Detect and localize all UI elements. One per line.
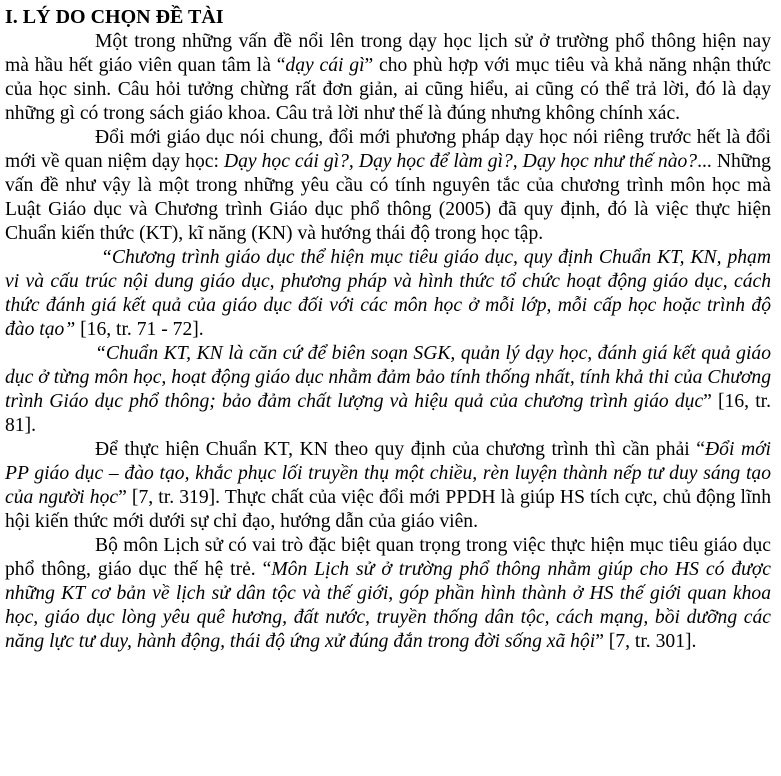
quote-1-text: “Chương trình giáo dục thể hiện mục tiêu giáo dục, quy định Chuẩn KT, KN, phạm vi và cấu trúc nội dung giáo dục, phương pháp và hình thức tổ chức hoạt động giáo dục, cách thức đánh giá kết quả của giáo dục đối với các môn học ở mỗi lớp, mỗi cấp học hoặc trình độ đào tạo” <box>5 247 771 340</box>
paragraph-5-text-end: ” [7, tr. 319]. Thực chất của việc đổi mới PPDH là giúp HS tích cực, chủ động lĩnh hội kiến thức mới dưới sự chỉ đạo, hướng dẫn của giáo viên. <box>5 487 772 532</box>
quote-paragraph-1 <box>5 246 771 342</box>
section-heading: I. LÝ DO CHỌN ĐỀ TÀI <box>5 6 224 28</box>
paragraph-2-emphasis: Dạy học cái gì?, Dạy học để làm gì?, Dạy học như thế nào? <box>223 151 698 172</box>
paragraph-5 <box>5 438 771 534</box>
paragraph-2-text-end: ... Những vấn đề như vậy là một trong những yêu cầu có tính nguyên tắc của chương trình môn học mà Luật Giáo dục và Chương trình Giáo dục phổ thông (2005) đã quy định, đó là việc thực hiện Chuẩn kiến thức (KT), kĩ năng (KN) và hướng thái độ trong học tập. <box>5 151 771 244</box>
paragraph-6 <box>5 534 771 654</box>
paragraph-5-emphasis: Đổi mới PP giáo dục – đào tạo, khắc phục lối truyền thụ một chiều, rèn luyện thành nếp tư duy sáng tạo của người học <box>5 439 771 508</box>
paragraph-5-text-start: Để thực hiện Chuẩn KT, KN theo quy định của chương trình thì cần phải “ <box>95 439 705 460</box>
paragraph-6-emphasis: Môn Lịch sử ở trường phổ thông nhằm giúp cho HS có được những KT cơ bản về lịch sử dân tộc và thế giới, góp phần hình thành ở HS thế giới quan khoa học, giáo dục lòng yêu quê hương, đất nước, truyền thống dân tộc, cách mạng, bồi dưỡng các năng lực tư duy, hành động, thái độ ứng xử đúng đắn trong đời sống xã hội <box>5 559 771 652</box>
quote-2-text: “Chuẩn KT, KN là căn cứ để biên soạn SGK, quản lý dạy học, đánh giá kết quả giáo dục ở từng môn học, hoạt động giáo dục nhằm đảm bảo tính thống nhất, tính khả thi của Chương trình Giáo dục phổ thông; bảo đảm chất lượng và hiệu quả của chương trình giáo dục <box>5 343 771 412</box>
paragraph-1 <box>5 30 771 126</box>
paragraph-1-emphasis: dạy cái gì <box>285 55 365 76</box>
quote-paragraph-2 <box>5 342 771 438</box>
paragraph-6-text-end: ” [7, tr. 301]. <box>595 631 697 652</box>
paragraph-1-text-start: Một trong những vấn đề nổi lên trong dạy học lịch sử ở trường phổ thông hiện nay mà hầu hết giáo viên quan tâm là “ <box>5 31 771 76</box>
paragraph-2 <box>5 126 771 246</box>
paragraph-1-text-end: ” cho phù hợp với mục tiêu và khả năng nhận thức của học sinh. Câu hỏi tưởng chừng rất đơn giản, ai cũng hiểu, ai cũng có thể trả lời, đó là dạy những gì có trong sách giáo khoa. Câu trả lời như thế là đúng nhưng không chính xác. <box>5 55 771 124</box>
paragraph-6-text-start: Bộ môn Lịch sử có vai trò đặc biệt quan trọng trong việc thực hiện mục tiêu giáo dục phổ thông, giáo dục thế hệ trẻ. “ <box>5 535 771 580</box>
paragraph-2-text-start: Đổi mới giáo dục nói chung, đổi mới phương pháp dạy học nói riêng trước hết là đổi mới về quan niệm dạy học: <box>5 127 771 172</box>
quote-2-reference: ” [16, tr. 81]. <box>5 391 771 436</box>
quote-1-reference: [16, tr. 71 - 72]. <box>75 319 204 340</box>
